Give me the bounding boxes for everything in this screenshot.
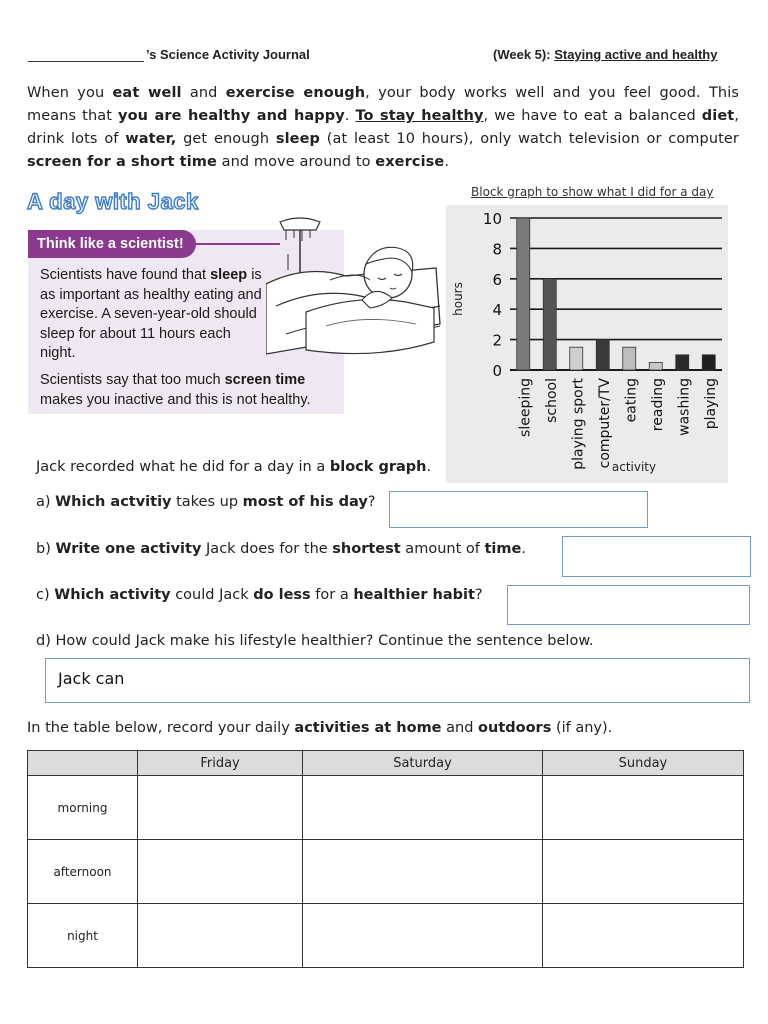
answer-b-box[interactable] (562, 536, 751, 577)
answer-d-box[interactable] (45, 658, 750, 703)
think-tab: Think like a scientist! (28, 230, 196, 258)
x-tick-label: washing (676, 378, 693, 436)
cell-saturday-afternoon[interactable] (303, 840, 543, 904)
x-tick-label: playing (702, 378, 719, 430)
question-b: b) Write one activity Jack does for the shortest amount of time. (36, 541, 526, 557)
bar-playing (702, 355, 715, 370)
think-text-sleep: Scientists have found that sleep is as important as healthy eating and exercise. A seven-year-old should sleep for about 11 hours each night. (40, 267, 262, 361)
answer-d-text: Jack can (58, 669, 125, 688)
bar-sleeping (517, 218, 530, 370)
header-sunday: Sunday (542, 751, 743, 776)
header-blank (28, 751, 138, 776)
block-graph (446, 205, 728, 483)
bar-playing-sport (570, 347, 583, 370)
cell-friday-morning[interactable] (138, 776, 303, 840)
bar-washing (676, 355, 689, 370)
question-c: c) Which activity could Jack do less for a healthier habit? (36, 587, 483, 603)
section-title: A day with Jack (27, 189, 199, 214)
y-tick-label: 0 (492, 362, 502, 380)
row-label-afternoon: afternoon (28, 840, 138, 904)
y-tick-label: 8 (492, 240, 502, 259)
x-tick-label: eating (623, 378, 640, 423)
x-tick-label: computer/TV (596, 378, 613, 469)
cell-friday-afternoon[interactable] (138, 840, 303, 904)
week-label: (Week 5): (493, 47, 551, 62)
table-header-row (28, 751, 744, 776)
x-axis-label: activity (611, 460, 657, 474)
cell-saturday-night[interactable] (303, 904, 543, 968)
sleeping-boy-illustration (266, 214, 442, 364)
cell-sunday-afternoon[interactable] (542, 840, 743, 904)
graph-intro: Jack recorded what he did for a day in a block graph. (36, 459, 432, 475)
journal-title-text: ’s Science Activity Journal (146, 47, 310, 62)
question-a: a) Which actvitiy takes up most of his day? (36, 494, 376, 510)
cell-saturday-morning[interactable] (303, 776, 543, 840)
table-row (28, 904, 744, 968)
y-tick-label: 6 (492, 270, 502, 289)
cell-friday-night[interactable] (138, 904, 303, 968)
chart-title: Block graph to show what I did for a day (471, 185, 714, 199)
table-row (28, 776, 744, 840)
bar-computer-tv (596, 340, 609, 370)
week-title (493, 47, 717, 62)
answer-a-box[interactable] (389, 491, 648, 528)
question-d: d) How could Jack make his lifestyle healthier? Continue the sentence below. (36, 633, 594, 649)
y-tick-label: 10 (482, 210, 502, 228)
journal-title (28, 47, 310, 62)
think-text-screen: Scientists say that too much screen time makes you inactive and this is not healthy. (40, 372, 311, 408)
x-tick-label: sleeping (517, 378, 534, 437)
header-friday: Friday (138, 751, 303, 776)
activity-table (27, 750, 744, 968)
bar-reading (649, 362, 662, 370)
intro-paragraph: When you eat well and exercise enough, your body works well and you feel good. This means that you are healthy and happy. To stay healthy, we have to eat a balanced diet, drink lots of water, get enough sleep (at least 10 hours), only watch television or computer screen for a short time and move around to exercise. (27, 85, 739, 170)
cell-sunday-night[interactable] (542, 904, 743, 968)
row-label-morning: morning (28, 776, 138, 840)
bar-school (543, 279, 556, 370)
cell-sunday-morning[interactable] (542, 776, 743, 840)
y-axis-label: hours (451, 282, 465, 316)
x-tick-label: playing sport (570, 378, 587, 470)
name-blank[interactable] (28, 47, 144, 62)
x-tick-label: school (543, 378, 560, 423)
table-row (28, 840, 744, 904)
x-tick-label: reading (649, 378, 666, 432)
chart-background (446, 205, 728, 483)
table-intro: In the table below, record your daily activities at home and outdoors (if any). (27, 720, 613, 736)
bar-eating (623, 347, 636, 370)
header-saturday: Saturday (303, 751, 543, 776)
answer-c-box[interactable] (507, 585, 750, 625)
y-tick-label: 2 (492, 331, 502, 350)
y-tick-label: 4 (492, 301, 502, 320)
week-topic: Staying active and healthy (554, 47, 718, 62)
row-label-night: night (28, 904, 138, 968)
